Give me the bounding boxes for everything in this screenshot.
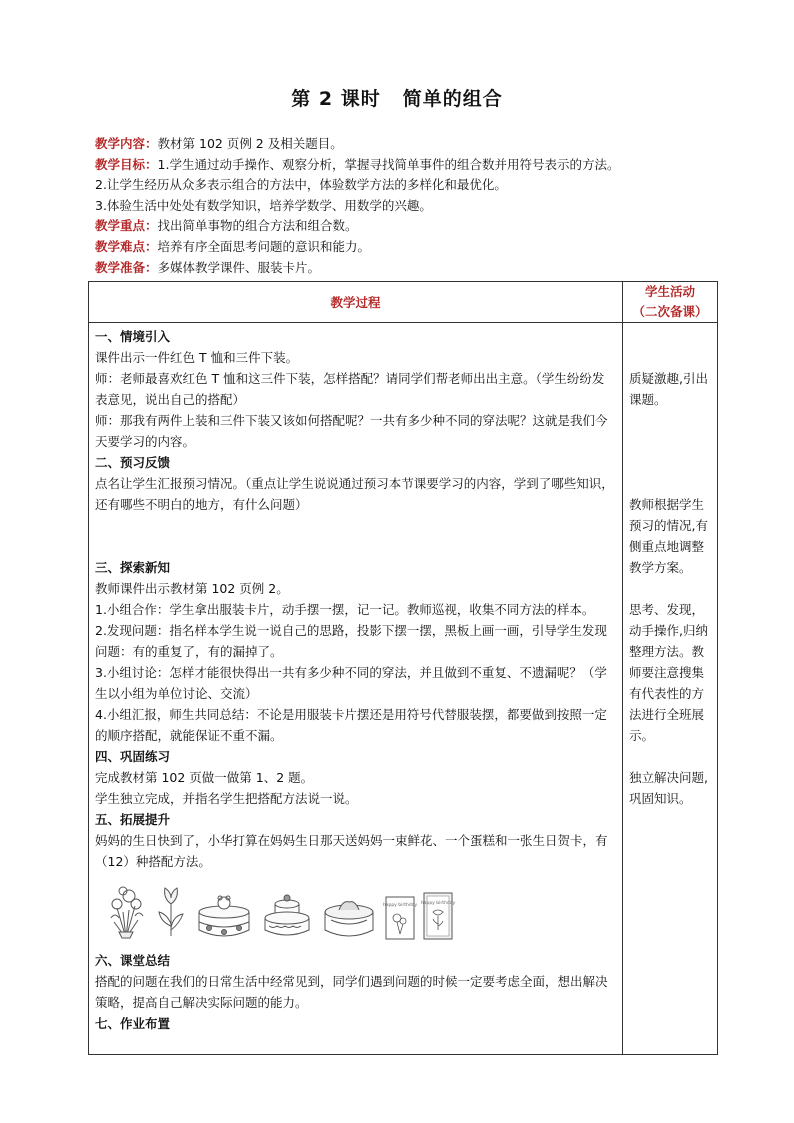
paragraph: 学生独立完成，并指名学生把搭配方法说一说。 bbox=[95, 791, 358, 806]
birthday-card-icon bbox=[420, 892, 456, 940]
flower-bouquet-icon bbox=[105, 882, 147, 940]
title-lesson: 第 2 课时 bbox=[291, 88, 381, 110]
paragraph: 1.小组合作：学生拿出服装卡片，动手摆一摆，记一记。教师巡视，收集不同方法的样本。 bbox=[95, 602, 595, 617]
card-text: happy birthday bbox=[382, 903, 418, 908]
section-title: 五、拓展提升 bbox=[95, 812, 171, 827]
lesson-info bbox=[95, 134, 735, 278]
info-difficulty: 教学难点：培养有序全面思考问题的意识和能力。 bbox=[95, 238, 371, 254]
paragraph: 师：那我有两件上装和三件下装又该如何搭配呢？一共有多少种不同的穿法呢？这就是我们今天要学习的内容。 bbox=[95, 413, 608, 449]
cake-icon bbox=[261, 888, 313, 940]
cake-icon bbox=[195, 894, 253, 940]
paragraph: 师：老师最喜欢红色 T 恤和这三件下装，怎样搭配？请同学们帮老师出出主意。（学生纷纷发表意见，说出自己的搭配） bbox=[95, 371, 605, 407]
section-title: 三、探索新知 bbox=[95, 560, 171, 575]
activity-note: 教师根据学生预习的情况,有侧重点地调整教学方案。 bbox=[629, 497, 708, 575]
gift-images bbox=[95, 872, 616, 950]
paragraph: 3.小组讨论：怎样才能很快得出一共有多少种不同的穿法，并且做到不重复、不遗漏呢？（学生以小组为单位讨论、交流） bbox=[95, 665, 607, 701]
paragraph: 教师课件出示教材第 102 页例 2。 bbox=[95, 581, 289, 596]
section-title: 七、作业布置 bbox=[95, 1016, 171, 1031]
paragraph: 妈妈的生日快到了，小华打算在妈妈生日那天送妈妈一束鲜花、一个蛋糕和一张生日贺卡，有（12）种搭配方法。 bbox=[95, 833, 608, 869]
activity-note: 独立解决问题,巩固知识。 bbox=[629, 770, 708, 806]
info-content: 教学内容：教材第 102 页例 2 及相关题目。 bbox=[95, 136, 343, 151]
paragraph: 2.发现问题：指名样本学生说一说自己的思路，投影下摆一摆，黑板上画一画，引导学生发现问题：有的重复了，有的漏掉了。 bbox=[95, 623, 607, 659]
info-goal-1: 教学目标：1.学生通过动手操作、观察分析，掌握寻找简单事件的组合数并用符号表示的方法。 bbox=[95, 156, 620, 172]
tulip-icon bbox=[155, 884, 187, 940]
cake-icon bbox=[321, 896, 377, 940]
title-topic: 简单的组合 bbox=[402, 88, 503, 110]
section-title: 一、情境引入 bbox=[95, 329, 171, 344]
header-process: 教学过程 bbox=[89, 282, 623, 323]
paragraph: 搭配的问题在我们的日常生活中经常见到，同学们遇到问题的时候一定要考虑全面，想出解决策略，提高自己解决实际问题的能力。 bbox=[95, 974, 608, 1010]
activity-note: 质疑激趣,引出课题。 bbox=[629, 371, 708, 407]
header-activity: 学生活动 （二次备课） bbox=[623, 282, 718, 323]
process-cell bbox=[89, 323, 623, 1055]
info-key-point: 教学重点：找出简单事物的组合方法和组合数。 bbox=[95, 218, 358, 234]
activity-note: 思考、发现，动手操作,归纳整理方法。教师要注意搜集有代表性的方法进行全班展示。 bbox=[629, 602, 708, 743]
page-title bbox=[0, 84, 794, 111]
card-text: happy birthday bbox=[420, 901, 456, 906]
birthday-card-icon bbox=[382, 896, 418, 940]
info-goal-3: 3.体验生活中处处有数学知识，培养学数学、用数学的兴趣。 bbox=[95, 197, 432, 213]
activity-cell bbox=[623, 323, 718, 1055]
info-preparation: 教学准备：多媒体教学课件、服装卡片。 bbox=[95, 259, 321, 275]
paragraph: 4.小组汇报，师生共同总结：不论是用服装卡片摆还是用符号代替服装摆，都要做到按照一定的顺序搭配，就能保证不重不漏。 bbox=[95, 707, 607, 743]
section-title: 四、巩固练习 bbox=[95, 749, 171, 764]
paragraph: 课件出示一件红色 T 恤和三件下装。 bbox=[95, 350, 299, 365]
paragraph: 点名让学生汇报预习情况。（重点让学生说说通过预习本节课要学习的内容，学到了哪些知识，还有哪些不明白的地方，有什么问题） bbox=[95, 476, 614, 512]
paragraph: 完成教材第 102 页做一做第 1、2 题。 bbox=[95, 770, 314, 785]
section-title: 六、课堂总结 bbox=[95, 953, 171, 968]
info-goal-2: 2.让学生经历从众多表示组合的方法中，体验数学方法的多样化和最优化。 bbox=[95, 177, 507, 193]
lesson-table bbox=[88, 281, 718, 1055]
section-title: 二、预习反馈 bbox=[95, 455, 171, 470]
